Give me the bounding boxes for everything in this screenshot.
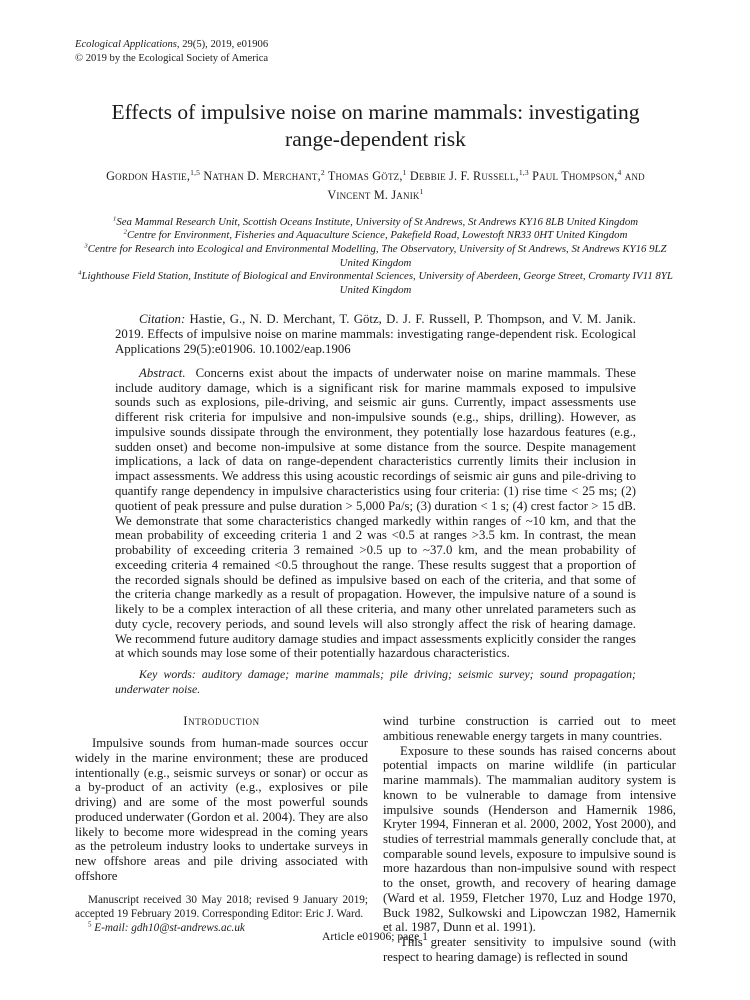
author-affiliation-marker: 1,5 <box>190 167 201 177</box>
body-paragraph: Exposure to these sounds has raised concerns about potential impacts on marine wildlife (in particular marine mammals). The mammalian auditory system is known to be vulnerable to damage from intensive impulsive sounds (Henderson and Hamernik 1986, Kryter 1994, Finneran et al. 2000, 2002, Yost 2000), and studies of terrestrial mammals generally conclude that, at comparable sound levels, exposure to impulsive sound is more hazardous than non-impulsive sound with respect to the onset, growth, and recovery of hearing damage (Ward et al. 1959, Fletcher 1970, Luz and Hodge 1970, Buck 1982, Sulkowski and Lipowczan 1982, Hamernik et al. 1987, Dunn et al. 1991). <box>383 743 676 935</box>
author-name: Gordon Hastie, <box>106 168 191 183</box>
affiliation-line: $^3$Centre for Research into Ecological and Environmental Modelling, The Observatory, University of St Andrews, St Andrews KY16 9LZ United Kingdom <box>84 242 667 269</box>
author-list <box>93 167 658 205</box>
two-column-body <box>75 714 676 964</box>
affiliation-line: $^1$Sea Mammal Research Unit, Scottish Oceans Institute, University of St Andrews, St Andrews KY16 8LB United Kingdom <box>112 215 639 228</box>
author-name: Thomas Götz, <box>324 168 403 183</box>
body-paragraph: wind turbine construction is carried out to meet ambitious renewable energy targets in many countries. <box>383 714 676 744</box>
section-heading-introduction: Introduction <box>183 714 260 729</box>
body-paragraph: This greater sensitivity to impulsive sound (with respect to hearing damage) is reflected in sound <box>383 934 676 964</box>
author-affiliation-marker: 2 <box>320 167 325 177</box>
copyright-line: © 2019 by the Ecological Society of America <box>75 52 269 64</box>
affiliation-marker: 2 <box>123 228 127 236</box>
author-affiliation-marker: 1 <box>419 186 424 196</box>
affiliation-line: $^4$Lighthouse Field Station, Institute of Biological and Environmental Sciences, University of Aberdeen, George Street, Cromarty IV11 8YL United Kingdom <box>78 269 673 296</box>
article-title: Effects of impulsive noise on marine mammals: investigating range-dependent risk <box>111 99 640 152</box>
affiliation-marker: 4 <box>78 269 82 277</box>
affiliation-marker: 3 <box>84 242 88 250</box>
journal-masthead <box>75 38 676 66</box>
author-name: Paul Thompson, <box>528 168 618 183</box>
footnote-email-marker: 5 <box>88 919 92 928</box>
author-name: and Vincent M. Janik <box>327 168 645 202</box>
right-column <box>383 714 676 964</box>
citation-block <box>115 312 636 357</box>
author-affiliation-marker: 1,3 <box>518 167 529 177</box>
author-name: Nathan D. Merchant, <box>200 168 321 183</box>
journal-name: Ecological Applications <box>75 39 177 50</box>
affiliation-marker: 1 <box>112 215 117 223</box>
keywords-text: auditory damage; marine mammals; pile driving; seismic survey; sound propagation; underwater noise. <box>115 667 636 697</box>
author-name: Debbie J. F. Russell, <box>406 168 519 183</box>
page-footer: Article e01906; page 1 <box>322 930 428 943</box>
affiliation-line: $^2$Centre for Environment, Fisheries and Aquaculture Science, Pakefield Road, Lowestoft NR33 0HT United Kingdom <box>123 228 628 242</box>
left-column <box>75 714 368 964</box>
journal-line <box>75 38 676 52</box>
author-affiliation-marker: 1 <box>402 167 407 177</box>
abstract-text: Concerns exist about the impacts of underwater noise on marine mammals. These include auditory damage, which is a significant risk for marine mammals exposed to impulsive sounds such as explosions, pile-driving, and seismic air guns. Currently, impact assessments use different risk criteria for impulsive and non-impulsive sounds (e.g., ships, drilling). However, as impulsive sounds dissipate through the environment, they potentially lose hazardous features (e.g., sudden onset) and become non-impulsive at some distance from the source. Despite management implications, a lack of data on range-dependent characteristics currently limits their inclusion in impact assessments. We address this using acoustic recordings of seismic air guns and pile-driving to quantify range dependency in impulsive characteristics using four criteria: (1) rise time < 25 ms; (2) quotient of peak pressure and pulse duration > 5,000 Pa/s; (3) duration < 1 s; (4) crest factor > 15 dB. We demonstrate that some characteristics changed markedly within ranges of ~10 km, and that the mean probability of exceeding criteria 1 and 2 was <0.5 at ranges >3.5 km. In contrast, the mean probability of exceeding criteria 3 remained >0.5 up to ~37.0 km, and the mean probability of exceeding criteria 4 remained <0.5 throughout the range. These results suggest that a proportion of the recorded signals should be defined as impulsive based on each of the criteria, and that some of the criteria change markedly as a result of propagation. However, the impulsive nature of a sound is likely to be a complex interaction of all these criteria, and many other unrelated parameters such as duty cycle, recovery periods, and sound levels will also strongly affect the risk of hearing damage. We recommend future auditory damage studies and impact assessments explicitly consider the ranges at which sounds may lose some of their potentially hazardous characteristics. <box>115 365 636 661</box>
abstract-block <box>115 366 636 661</box>
keywords-block <box>115 667 636 697</box>
keywords-label: Key words: <box>139 667 196 682</box>
citation-label: Citation: <box>139 312 186 327</box>
abstract-label: Abstract. <box>139 365 186 380</box>
body-paragraph: Impulsive sounds from human-made sources occur widely in the marine environment; these are produced intentionally (e.g., seismic surveys or sonar) or occur as a by-product of an activity (e.g., explosives or pile driving) and are some of the most powerful sounds produced underwater (Gordon et al. 2004). They are also likely to become more widespread in the coming years as the petroleum industry looks to undertake surveys in new offshore areas and pile driving associated with offshore <box>75 736 368 883</box>
affiliation-list <box>75 216 676 298</box>
author-affiliation-marker: 4 <box>617 167 622 177</box>
citation-text: Hastie, G., N. D. Merchant, T. Götz, D. J. F. Russell, P. Thompson, and V. M. Janik. 2019. Effects of impulsive noise on marine mammals: investigating range-dependent risk. Ecological Applications 29(5):e01906. 10.1002/eap.1906 <box>115 312 636 357</box>
footnote-email-text: E-mail: gdh10@st-andrews.ac.uk <box>91 921 245 934</box>
journal-issue-info: , 29(5), 2019, e01906 <box>176 39 269 50</box>
footnote-manuscript-history: Manuscript received 30 May 2018; revised 9 January 2019; accepted 19 February 2019. Corresponding Editor: Eric J. Ward. <box>75 894 368 921</box>
